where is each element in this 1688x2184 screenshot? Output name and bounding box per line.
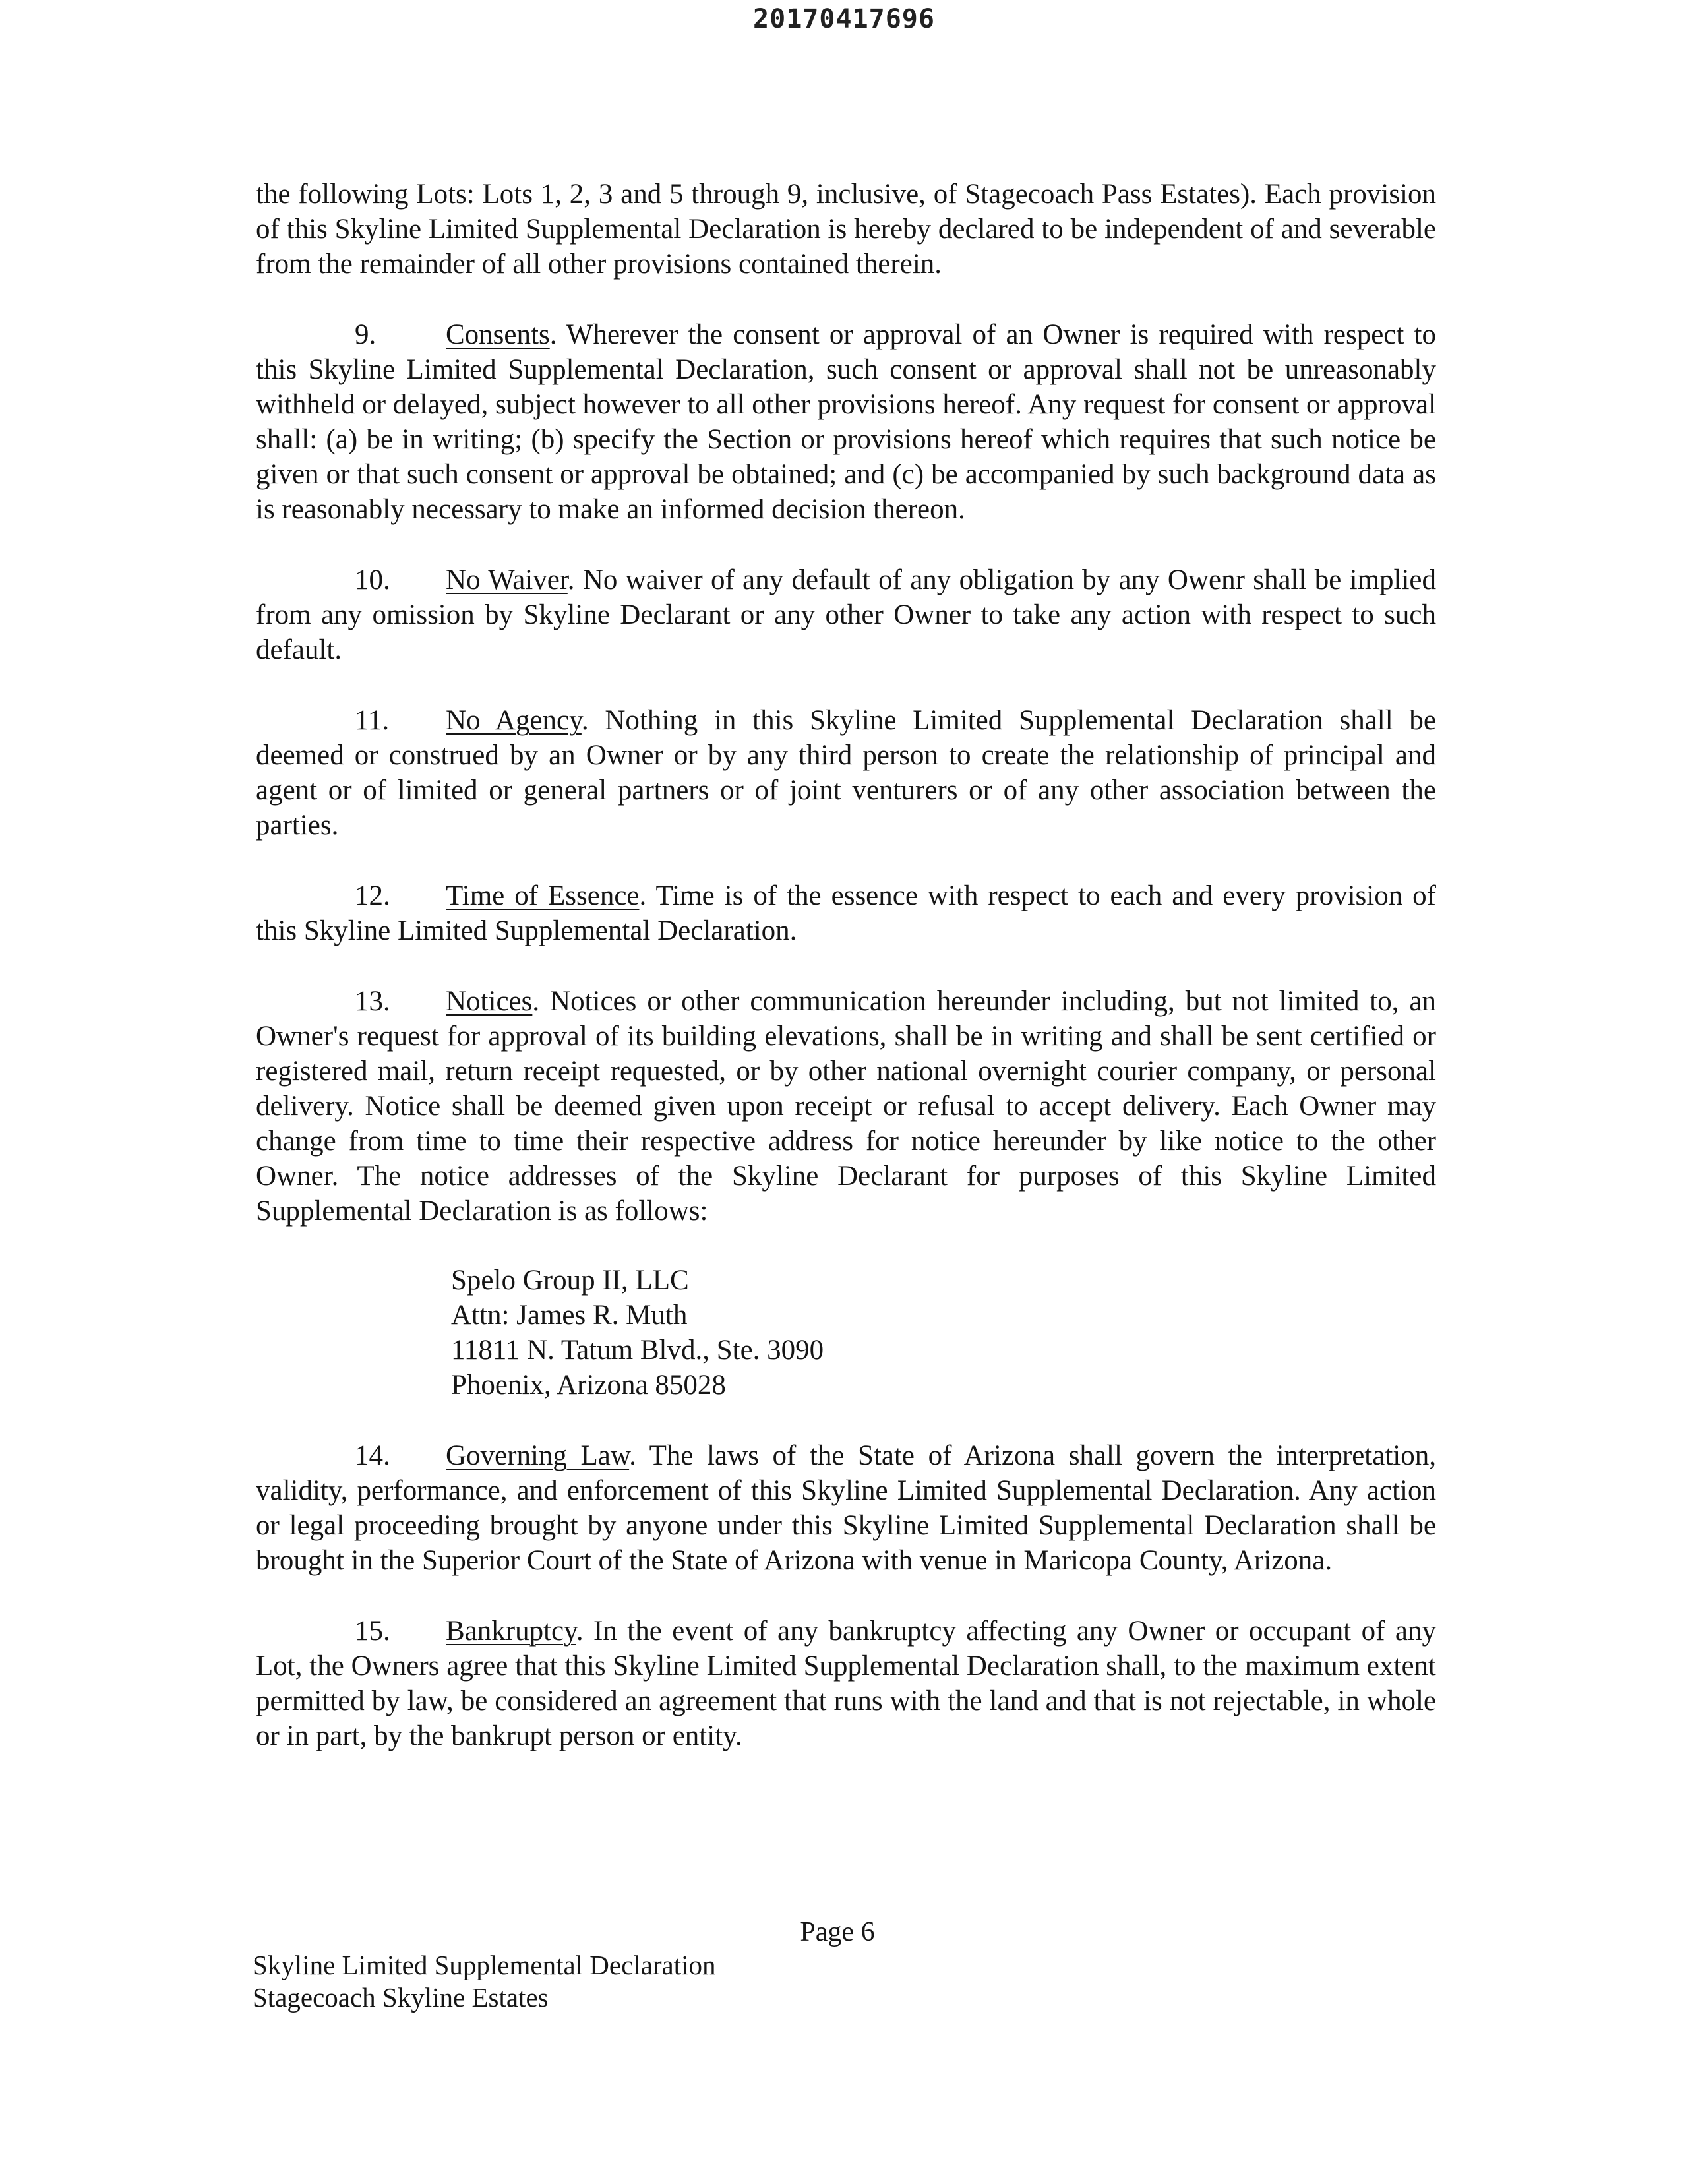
section-11 (256, 703, 1436, 843)
section-number: 9. (355, 319, 377, 350)
section-15 (256, 1614, 1436, 1753)
section-text: . Time is of the essence with respect to each and every provision of this Skyline Limited Supplemental Declaration. (256, 880, 1436, 946)
footer-subtitle: Stagecoach Skyline Estates (253, 1982, 549, 2013)
intro-paragraph: the following Lots: Lots 1, 2, 3 and 5 through 9, inclusive, of Stagecoach Pass Estates). Each provision of this Skyline Limited Supplemental Declaration is hereby declared to be independent of and severable from the remainder of all other provisions contained therein. (256, 179, 1436, 280)
section-heading: Governing Law (446, 1440, 630, 1471)
section-heading: Notices (446, 986, 533, 1017)
section-heading: No Waiver (446, 564, 568, 595)
recording-number: 20170417696 (753, 4, 935, 34)
section-number: 12. (355, 880, 390, 911)
section-text: . Notices or other communication hereunder including, but not limited to, an Owner's request for approval of its building elevations, shall be in writing and shall be sent certified or registered mail, return receipt requested, or by other national overnight courier company, or personal delivery. Notice shall be deemed given upon receipt or refusal to accept delivery. Each Owner may change from time to time their respective address for notice hereunder by like notice to the other Owner. The notice addresses of the Skyline Declarant for purposes of this Skyline Limited Supplemental Declaration is as follows: (256, 986, 1436, 1227)
address-city: Phoenix, Arizona 85028 (451, 1370, 726, 1401)
section-number: 15. (355, 1616, 390, 1647)
section-12 (256, 878, 1436, 948)
section-10 (256, 562, 1436, 667)
section-text: . Wherever the consent or approval of an Owner is required with respect to this Skyline Limited Supplemental Declaration, such consent or approval shall not be unreasonably withheld or delayed, subject however to all other provisions hereof. Any request for consent or approval shall: (a) be in writing; (b) specify the Section or provisions hereof which requires that such notice be given or that such consent or approval be obtained; and (c) be accompanied by such background data as is reasonably necessary to make an informed decision thereon. (256, 319, 1436, 525)
section-13 (256, 984, 1436, 1228)
footer-title: Skyline Limited Supplemental Declaration (253, 1950, 716, 1980)
address-company: Spelo Group II, LLC (451, 1265, 689, 1296)
document-footer (253, 1949, 716, 2014)
section-text: . No waiver of any default of any obligation by any Owenr shall be implied from any omission by Skyline Declarant or any other Owner to take any action with respect to such default. (256, 564, 1436, 665)
document-body (256, 177, 1436, 1789)
section-number: 10. (355, 564, 390, 595)
page-number: Page 6 (800, 1917, 875, 1947)
address-street: 11811 N. Tatum Blvd., Ste. 3090 (451, 1335, 824, 1366)
address-attention: Attn: James R. Muth (451, 1300, 688, 1331)
notice-address (451, 1263, 1436, 1403)
section-heading: Consents (446, 319, 550, 350)
section-number: 14. (355, 1440, 390, 1471)
section-text: . The laws of the State of Arizona shall govern the interpretation, validity, performance, and enforcement of this Skyline Limited Supplemental Declaration. Any action or legal proceeding brought by anyone under this Skyline Limited Supplemental Declaration shall be brought in the Superior Court of the State of Arizona with venue in Maricopa County, Arizona. (256, 1440, 1436, 1576)
section-heading: Bankruptcy (446, 1616, 576, 1647)
section-14 (256, 1438, 1436, 1578)
section-text: . In the event of any bankruptcy affecting any Owner or occupant of any Lot, the Owners agree that this Skyline Limited Supplemental Declaration shall, to the maximum extent permitted by law, be considered an agreement that runs with the land and that is not rejectable, in whole or in part, by the bankrupt person or entity. (256, 1616, 1436, 1751)
section-heading: No Agency (446, 705, 582, 736)
section-9 (256, 317, 1436, 527)
section-text: . Nothing in this Skyline Limited Supplemental Declaration shall be deemed or construed by an Owner or by any third person to create the relationship of principal and agent or of limited or general partners or of joint venturers or of any other association between the parties. (256, 705, 1436, 841)
section-number: 13. (355, 986, 390, 1017)
section-heading: Time of Essence (446, 880, 640, 911)
section-number: 11. (355, 705, 390, 736)
